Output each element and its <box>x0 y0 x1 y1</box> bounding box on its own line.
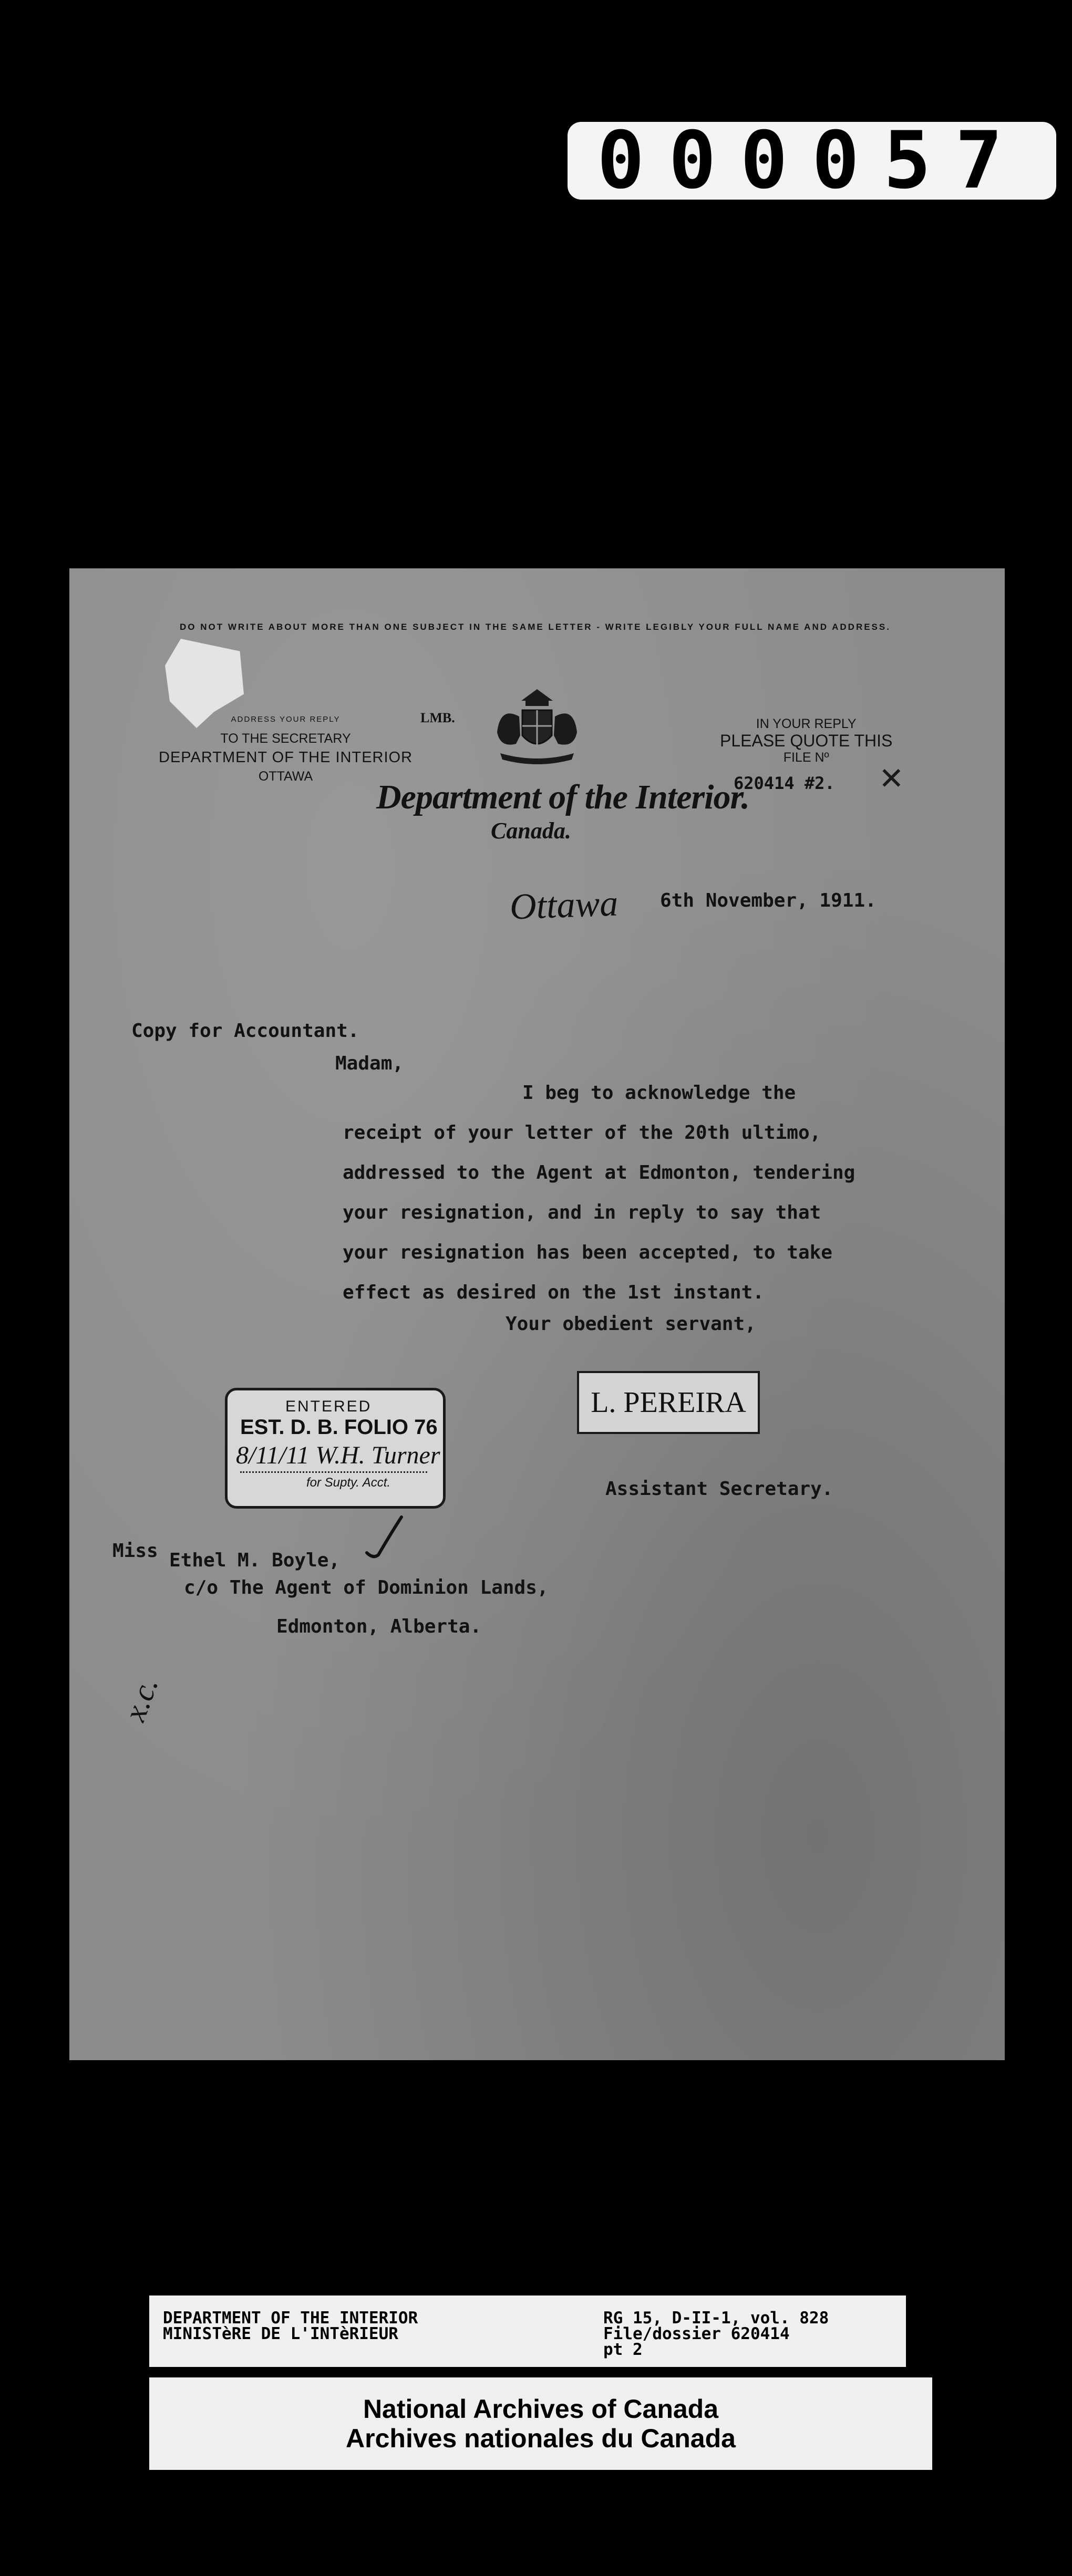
entry-stamp <box>225 1388 446 1509</box>
body-line: your resignation has been accepted, to take <box>343 1242 832 1263</box>
addressee-line3: Edmonton, Alberta. <box>276 1616 482 1637</box>
x-mark: ✕ <box>879 761 904 796</box>
entry-stamp-role: for Supty. Acct. <box>306 1476 391 1490</box>
archive-reference <box>603 2310 829 2357</box>
signature-stamp: L. PEREIRA <box>577 1371 760 1434</box>
address-line1: ADDRESS YOUR REPLY <box>231 715 341 724</box>
frame-number: 000057 <box>568 122 1056 200</box>
ref-line2: File/dossier 620414 <box>603 2324 790 2343</box>
entry-stamp-rule <box>240 1471 427 1473</box>
address-line4: OTTAWA <box>258 769 313 784</box>
letterhead-address <box>159 710 413 786</box>
archives-french: Archives nationales du Canada <box>346 2424 736 2453</box>
closing: Your obedient servant, <box>506 1313 756 1335</box>
addressee-name: Ethel M. Boyle, <box>169 1550 341 1571</box>
file-number: 620414 #2. <box>734 773 835 793</box>
margin-note: x.c. <box>117 1673 165 1726</box>
archives-english: National Archives of Canada <box>363 2394 719 2424</box>
branch-code: LMB. <box>420 710 455 725</box>
ref-line3: pt 2 <box>603 2340 643 2359</box>
addressee-prefix: Miss <box>112 1540 158 1562</box>
archives-banner <box>149 2377 932 2470</box>
letterhead-warning: DO NOT WRITE ABOUT MORE THAN ONE SUBJECT IN THE SAME LETTER - WRITE LEGIBLY YOUR FULL NAME AND ADDRESS. <box>180 622 891 632</box>
entry-stamp-line1: ENTERED <box>285 1398 372 1415</box>
address-line3: DEPARTMENT OF THE INTERIOR <box>159 749 413 766</box>
letter-page <box>69 568 1005 2060</box>
archive-reference-label <box>149 2295 906 2367</box>
department-subtitle: Canada. <box>491 818 571 844</box>
reply-line1: IN YOUR REPLY <box>756 716 857 731</box>
reply-line3: FILE Nº <box>783 750 829 765</box>
check-mark-icon <box>364 1514 406 1561</box>
body-line: receipt of your letter of the 20th ultimo, <box>343 1122 821 1144</box>
address-line2: TO THE SECRETARY <box>220 731 351 746</box>
archive-department <box>163 2310 418 2342</box>
signer-title: Assistant Secretary. <box>605 1478 833 1500</box>
entry-stamp-folio: EST. D. B. FOLIO 76 <box>240 1416 438 1439</box>
reply-line2: PLEASE QUOTE THIS <box>720 731 893 750</box>
body-line: your resignation, and in reply to say that <box>343 1202 821 1223</box>
body-line: I beg to acknowledge the <box>522 1082 796 1104</box>
body-line: addressed to the Agent at Edmonton, tendering <box>343 1162 855 1183</box>
letter-date: 6th November, 1911. <box>660 890 877 911</box>
salutation: Madam, <box>335 1053 404 1074</box>
dept-french: MINISTèRE DE L'INTèRIEUR <box>163 2324 398 2343</box>
entry-stamp-signature: 8/11/11 W.H. Turner <box>236 1441 440 1469</box>
place-name: Ottawa <box>509 883 619 928</box>
dept-english: DEPARTMENT OF THE INTERIOR <box>163 2309 418 2328</box>
department-title: Department of the Interior. <box>376 778 750 816</box>
coat-of-arms-icon <box>485 685 590 769</box>
ref-line1: RG 15, D-II-1, vol. 828 <box>603 2309 829 2328</box>
addressee-line2: c/o The Agent of Dominion Lands, <box>184 1577 549 1598</box>
reply-instructions <box>720 715 892 766</box>
copy-note: Copy for Accountant. <box>131 1020 359 1042</box>
body-line: effect as desired on the 1st instant. <box>343 1282 764 1303</box>
